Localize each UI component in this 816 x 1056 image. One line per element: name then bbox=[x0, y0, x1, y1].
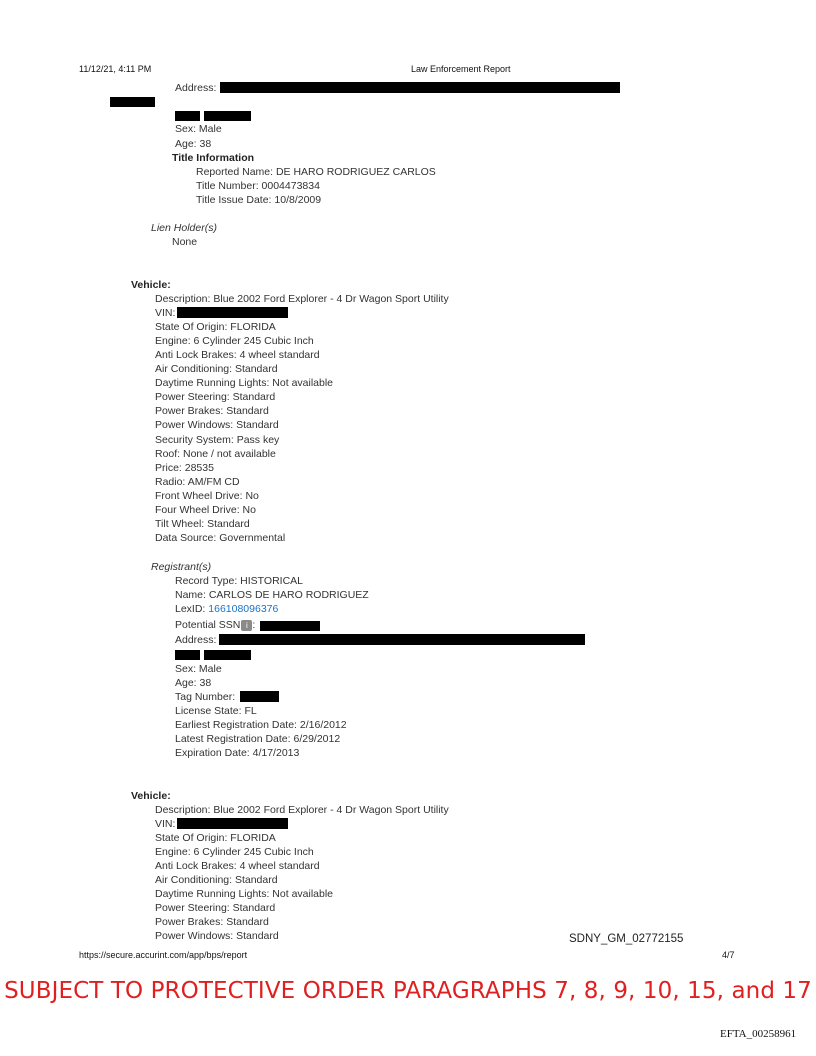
registrant-expiration: Expiration Date: 4/17/2013 bbox=[175, 747, 300, 759]
vehicle-field: Anti Lock Brakes: 4 wheel standard bbox=[155, 860, 320, 872]
registrant-address-label: Address: bbox=[175, 634, 217, 646]
vehicle-field: Daytime Running Lights: Not available bbox=[155, 377, 334, 389]
vehicle-heading: Vehicle: bbox=[131, 279, 171, 291]
vehicle-field: Data Source: Governmental bbox=[155, 532, 286, 544]
registrant-age: Age: 38 bbox=[175, 677, 212, 689]
redacted-owner-address-line2 bbox=[110, 97, 155, 107]
vehicle-field: Anti Lock Brakes: 4 wheel standard bbox=[155, 349, 320, 361]
redacted-ssn bbox=[260, 621, 320, 631]
registrant-sex: Sex: Male bbox=[175, 663, 222, 675]
registrant-earliest-reg: Earliest Registration Date: 2/16/2012 bbox=[175, 719, 347, 731]
vehicle-field: Roof: None / not available bbox=[155, 448, 276, 460]
redacted-owner-zip bbox=[204, 111, 251, 121]
ssn-label: Potential SSN bbox=[175, 619, 241, 631]
owner-age: Age: 38 bbox=[175, 138, 212, 150]
vehicle-field: State Of Origin: FLORIDA bbox=[155, 832, 276, 844]
vehicle-field: Power Brakes: Standard bbox=[155, 916, 269, 928]
lexid-link[interactable]: 166108096376 bbox=[208, 603, 279, 615]
bates-number: SDNY_GM_02772155 bbox=[569, 933, 684, 945]
vehicle-field: Daytime Running Lights: Not available bbox=[155, 888, 334, 900]
redacted-owner-city bbox=[175, 111, 200, 121]
vehicle-field: Radio: AM/FM CD bbox=[155, 476, 240, 488]
page-number: 4/7 bbox=[722, 950, 735, 960]
owner-sex: Sex: Male bbox=[175, 123, 222, 135]
report-title: Law Enforcement Report bbox=[411, 64, 511, 74]
lien-holders-heading: Lien Holder(s) bbox=[151, 222, 217, 234]
vehicle-field: State Of Origin: FLORIDA bbox=[155, 321, 276, 333]
vehicle-description: Description: Blue 2002 Ford Explorer - 4 Dr Wagon Sport Utility bbox=[155, 293, 449, 305]
owner-address-label: Address: bbox=[175, 82, 217, 94]
title-info-heading: Title Information bbox=[172, 152, 255, 164]
redacted-owner-address bbox=[220, 82, 620, 93]
redacted-vin bbox=[177, 818, 288, 829]
vehicle-field: Power Brakes: Standard bbox=[155, 405, 269, 417]
vehicle-vin-label: VIN: bbox=[155, 818, 176, 830]
vehicle-field: Front Wheel Drive: No bbox=[155, 490, 259, 502]
vehicle-field: Price: 28535 bbox=[155, 462, 214, 474]
title-reported-name: Reported Name: DE HARO RODRIGUEZ CARLOS bbox=[196, 166, 436, 178]
efta-number: EFTA_00258961 bbox=[720, 1028, 797, 1040]
vehicle-field: Engine: 6 Cylinder 245 Cubic Inch bbox=[155, 335, 314, 347]
title-number: Title Number: 0004473834 bbox=[196, 180, 320, 192]
vehicle-field: Power Windows: Standard bbox=[155, 419, 279, 431]
protective-order-notice: SUBJECT TO PROTECTIVE ORDER PARAGRAPHS 7, 8, 9, 10, 15, and 17 bbox=[4, 978, 812, 1004]
lexid-label: LexID: bbox=[175, 603, 209, 615]
info-icon[interactable]: i bbox=[241, 620, 252, 631]
vehicle-field: Four Wheel Drive: No bbox=[155, 504, 256, 516]
registrant-lexid bbox=[175, 602, 278, 616]
redacted-vin bbox=[177, 307, 288, 318]
registrant-ssn bbox=[175, 618, 255, 632]
ssn-colon: : bbox=[252, 619, 256, 631]
title-issue-date: Title Issue Date: 10/8/2009 bbox=[196, 194, 322, 206]
redacted-registrant-address bbox=[219, 634, 585, 645]
registrant-license-state: License State: FL bbox=[175, 705, 257, 717]
vehicle-field: Engine: 6 Cylinder 245 Cubic Inch bbox=[155, 846, 314, 858]
vehicle-vin-label: VIN: bbox=[155, 307, 176, 319]
redacted-registrant-zip bbox=[204, 650, 251, 660]
vehicle-field: Air Conditioning: Standard bbox=[155, 874, 278, 886]
vehicle-field: Power Steering: Standard bbox=[155, 902, 276, 914]
registrant-record-type: Record Type: HISTORICAL bbox=[175, 575, 303, 587]
vehicle-field: Power Windows: Standard bbox=[155, 930, 279, 942]
registrant-heading: Registrant(s) bbox=[151, 561, 212, 573]
registrant-latest-reg: Latest Registration Date: 6/29/2012 bbox=[175, 733, 341, 745]
vehicle-field: Tilt Wheel: Standard bbox=[155, 518, 250, 530]
vehicle-field: Power Steering: Standard bbox=[155, 391, 276, 403]
registrant-tag-label: Tag Number: bbox=[175, 691, 236, 703]
redacted-tag-number bbox=[240, 691, 279, 702]
redacted-registrant-city bbox=[175, 650, 200, 660]
vehicle-field: Security System: Pass key bbox=[155, 434, 280, 446]
vehicle-field: Air Conditioning: Standard bbox=[155, 363, 278, 375]
registrant-name: Name: CARLOS DE HARO RODRIGUEZ bbox=[175, 589, 369, 601]
print-datetime: 11/12/21, 4:11 PM bbox=[79, 64, 152, 74]
lien-holders-value: None bbox=[172, 236, 198, 248]
vehicle-heading: Vehicle: bbox=[131, 790, 171, 802]
footer-url: https://secure.accurint.com/app/bps/report bbox=[79, 950, 248, 960]
vehicle-description: Description: Blue 2002 Ford Explorer - 4 Dr Wagon Sport Utility bbox=[155, 804, 449, 816]
